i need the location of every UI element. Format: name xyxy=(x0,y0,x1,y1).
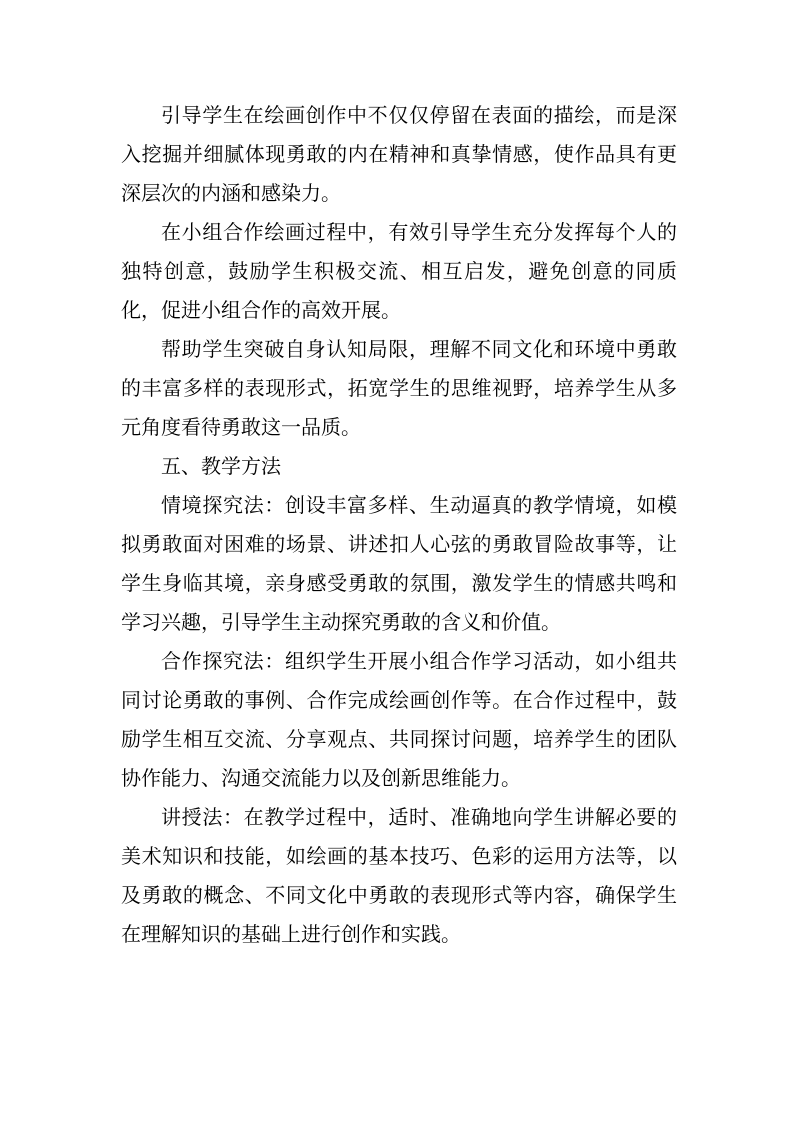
paragraph-cultural-perspective: 帮助学生突破自身认知局限，理解不同文化和环境中勇敢的丰富多样的表现形式，拓宽学生的思维视野，培养学生从多元角度看待勇敢这一品质。 xyxy=(121,337,677,439)
section-heading-teaching-methods: 五、教学方法 xyxy=(161,454,281,478)
paragraph-cooperative-inquiry: 合作探究法：组织学生开展小组合作学习活动，如小组共同讨论勇敢的事例、合作完成绘画创作等。在合作过程中，鼓励学生相互交流、分享观点、共同探讨问题，培养学生的团队协作能力、沟通交流能力以及创新思维能力。 xyxy=(121,649,677,790)
paragraph-lecture-method: 讲授法：在教学过程中，适时、准确地向学生讲解必要的美术知识和技能，如绘画的基本技巧、色彩的运用方法等，以及勇敢的概念、不同文化中勇敢的表现形式等内容，确保学生在理解知识的基础上进行创作和实践。 xyxy=(121,805,677,946)
paragraph-group-collaboration: 在小组合作绘画过程中，有效引导学生充分发挥每个人的独特创意，鼓励学生积极交流、相互启发，避免创意的同质化，促进小组合作的高效开展。 xyxy=(121,220,677,322)
document-body xyxy=(121,96,677,954)
paragraph-situational-inquiry: 情境探究法：创设丰富多样、生动逼真的教学情境，如模拟勇敢面对困难的场景、讲述扣人心弦的勇敢冒险故事等，让学生身临其境，亲身感受勇敢的氛围，激发学生的情感共鸣和学习兴趣，引导学生主动探究勇敢的含义和价值。 xyxy=(121,493,677,634)
paragraph-creative-depth: 引导学生在绘画创作中不仅仅停留在表面的描绘，而是深入挖掘并细腻体现勇敢的内在精神和真挚情感，使作品具有更深层次的内涵和感染力。 xyxy=(121,103,677,205)
